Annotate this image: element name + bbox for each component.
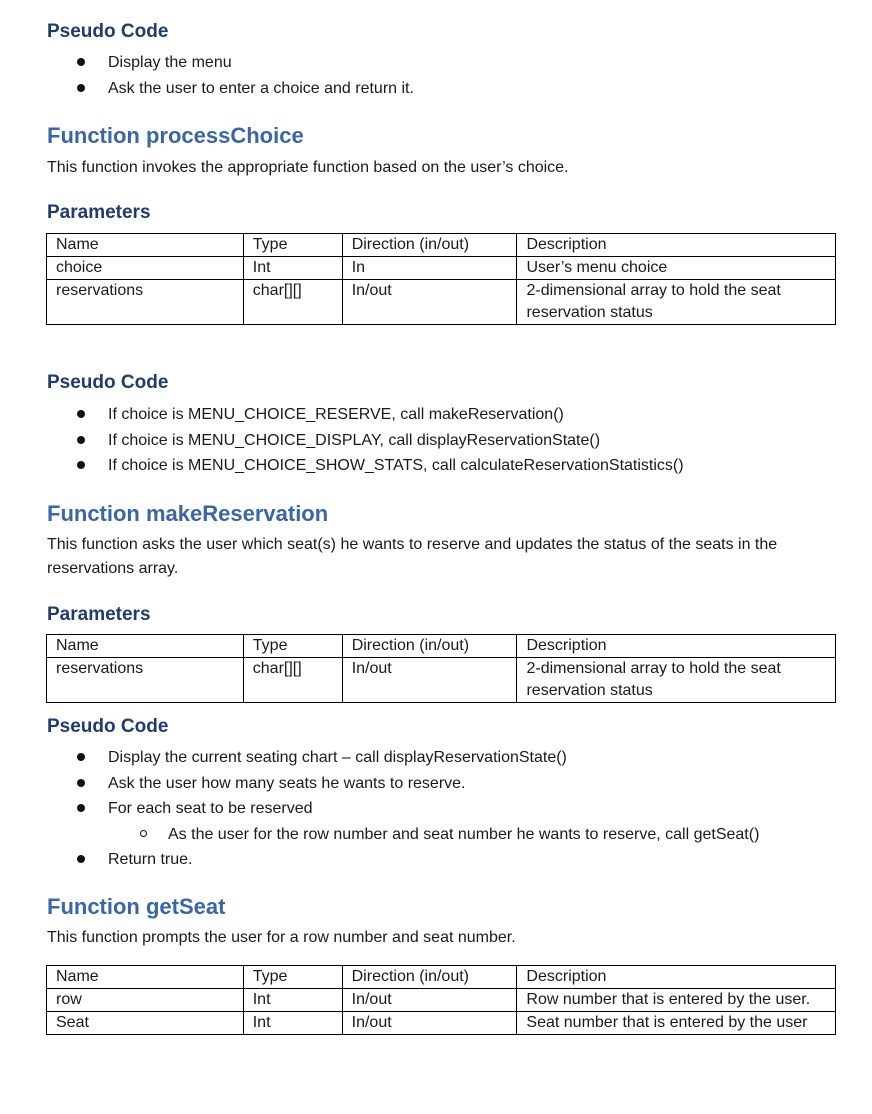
param-description: Row number that is entered by the user.: [517, 989, 836, 1012]
pseudo-code-list-1: [0, 50, 414, 101]
list-item: For each seat to be reserved: [0, 796, 759, 822]
list-item: Ask the user how many seats he wants to reserve.: [0, 771, 759, 797]
function-processchoice-description: This function invokes the appropriate function based on the user’s choice.: [47, 159, 569, 176]
parameters-heading-2: Parameters: [47, 604, 151, 625]
param-type: char[][]: [243, 658, 342, 703]
param-name: row: [47, 989, 244, 1012]
param-type: char[][]: [243, 280, 342, 325]
header-type: Type: [243, 966, 342, 989]
header-name: Name: [47, 966, 244, 989]
header-name: Name: [47, 635, 244, 658]
table-header-row: [47, 234, 836, 257]
bullet-icon: [77, 779, 85, 787]
header-description: Description: [517, 635, 836, 658]
table-header-row: [47, 966, 836, 989]
list-item: If choice is MENU_CHOICE_SHOW_STATS, call calculateReservationStatistics(): [0, 453, 684, 479]
bullet-icon: [77, 804, 85, 812]
bullet-icon: [77, 436, 85, 444]
table-row: [47, 257, 836, 280]
param-direction: In/out: [342, 658, 517, 703]
processchoice-parameters-table: [46, 233, 836, 325]
bullet-icon: [77, 58, 85, 66]
list-item: Ask the user to enter a choice and return it.: [0, 76, 414, 102]
bullet-icon: [77, 461, 85, 469]
function-makereservation-description: This function asks the user which seat(s) he wants to reserve and updates the status of the seats in the reservations array.: [47, 536, 778, 577]
param-description: Seat number that is entered by the user: [517, 1012, 836, 1035]
param-type: Int: [243, 1012, 342, 1035]
table-row: [47, 1012, 836, 1035]
param-direction: In: [342, 257, 517, 280]
parameters-heading-1: Parameters: [47, 202, 151, 223]
list-item: Display the menu: [0, 50, 414, 76]
pseudo-code-heading-2: Pseudo Code: [47, 372, 169, 393]
header-type: Type: [243, 635, 342, 658]
list-item-sub: As the user for the row number and seat number he wants to reserve, call getSeat(): [0, 822, 759, 848]
function-getseat-description: This function prompts the user for a row number and seat number.: [47, 929, 516, 946]
bullet-icon: [77, 410, 85, 418]
param-description: User’s menu choice: [517, 257, 836, 280]
param-name: reservations: [47, 658, 244, 703]
bullet-icon: [77, 753, 85, 761]
param-type: Int: [243, 257, 342, 280]
pseudo-code-heading-1: Pseudo Code: [47, 21, 169, 42]
header-direction: Direction (in/out): [342, 234, 517, 257]
param-description: 2-dimensional array to hold the seat reservation status: [517, 658, 836, 703]
bullet-icon: [77, 84, 85, 92]
list-item: Display the current seating chart – call displayReservationState(): [0, 745, 759, 771]
param-direction: In/out: [342, 989, 517, 1012]
param-direction: In/out: [342, 1012, 517, 1035]
pseudo-code-list-2: [0, 402, 684, 479]
table-header-row: [47, 635, 836, 658]
list-item: If choice is MENU_CHOICE_RESERVE, call makeReservation(): [0, 402, 684, 428]
param-direction: In/out: [342, 280, 517, 325]
makereservation-parameters-table: [46, 634, 836, 703]
pseudo-code-heading-3: Pseudo Code: [47, 716, 169, 737]
header-type: Type: [243, 234, 342, 257]
function-processchoice-title: Function processChoice: [47, 123, 304, 148]
list-item: Return true.: [0, 847, 759, 873]
table-row: [47, 280, 836, 325]
bullet-icon: [77, 855, 85, 863]
getseat-parameters-table: [46, 965, 836, 1035]
header-direction: Direction (in/out): [342, 966, 517, 989]
param-type: Int: [243, 989, 342, 1012]
param-name: reservations: [47, 280, 244, 325]
param-name: Seat: [47, 1012, 244, 1035]
header-direction: Direction (in/out): [342, 635, 517, 658]
list-item: If choice is MENU_CHOICE_DISPLAY, call displayReservationState(): [0, 428, 684, 454]
function-getseat-title: Function getSeat: [47, 894, 226, 919]
param-description: 2-dimensional array to hold the seat reservation status: [517, 280, 836, 325]
function-makereservation-title: Function makeReservation: [47, 501, 329, 526]
header-name: Name: [47, 234, 244, 257]
hollow-bullet-icon: [140, 830, 147, 837]
table-row: [47, 989, 836, 1012]
table-row: [47, 658, 836, 703]
pseudo-code-list-3: [0, 745, 759, 873]
header-description: Description: [517, 234, 836, 257]
header-description: Description: [517, 966, 836, 989]
param-name: choice: [47, 257, 244, 280]
